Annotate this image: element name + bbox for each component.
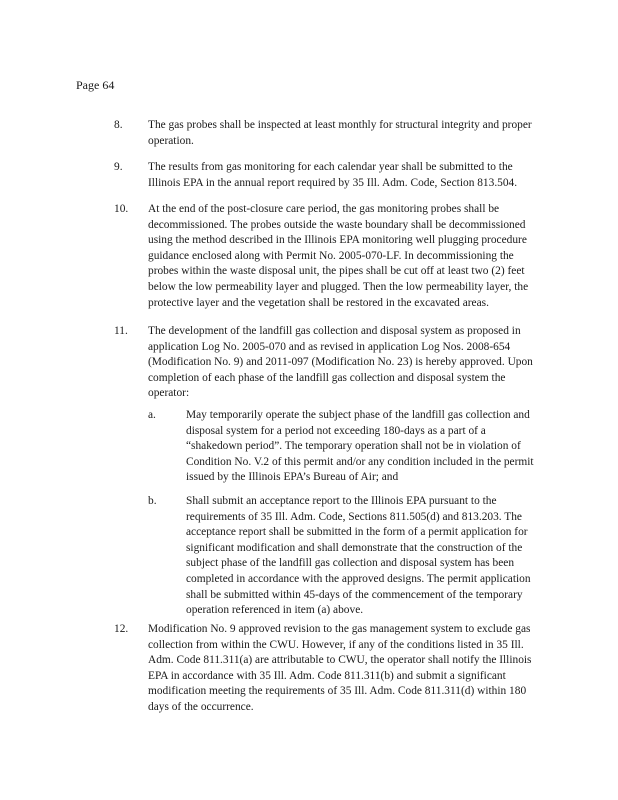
subcondition-text: Shall submit an acceptance report to the Illinois EPA pursuant to the requirements of 35 Ill. Adm. Code, Sections 811.505(d) and 813.203. The acceptance report shall be submitted in the form of a permit application for significant modification and shall demonstrate that the construction of the subject phase of the landfill gas collection and disposal system has been completed in accordance with the approved designs. The permit application shall be submitted within 45-days of the commencement of the temporary operation referenced in item (a) above. <box>186 495 531 617</box>
subcondition-letter: b. <box>148 495 157 507</box>
condition-text: The development of the landfill gas collection and disposal system as proposed in application Log No. 2005-070 and as revised in application Log Nos. 2008-654 (Modification No. 9) and 2011-097 (Modification No. 23) is hereby approved. Upon completion of each phase of the landfill gas collection and disposal system the operator: <box>148 325 533 400</box>
condition-number: 8. <box>114 119 123 131</box>
subcondition-text: May temporarily operate the subject phase of the landfill gas collection and disposal system for a period not exceeding 180-days as a part of a “shakedown period”. The temporary operation shall not be in violation of Condition No. V.2 of this permit and/or any condition included in the permit issued by the Illinois EPA’s Bureau of Air; and <box>186 409 534 484</box>
condition-number: 9. <box>114 161 123 173</box>
condition-text: The results from gas monitoring for each calendar year shall be submitted to the Illinois EPA in the annual report required by 35 Ill. Adm. Code, Section 813.504. <box>148 161 518 189</box>
condition-text: At the end of the post-closure care period, the gas monitoring probes shall be decommissioned. The probes outside the waste boundary shall be decommissioned using the method described in the Illinois EPA monitoring well plugging procedure guidance enclosed along with Permit No. 2005-070-LF. In decommissioning the probes within the waste disposal unit, the pipes shall be cut off at least two (2) feet below the low permeability layer and plugged. Then the low permeability layer, the protective layer and the vegetation shall be restored in the excavated areas. <box>148 203 529 309</box>
condition-number: 12. <box>114 623 129 635</box>
condition-text: The gas probes shall be inspected at least monthly for structural integrity and proper operation. <box>148 119 532 147</box>
subcondition-letter: a. <box>148 409 156 421</box>
condition-number: 11. <box>114 325 128 337</box>
page-number-header: Page 64 <box>76 78 115 92</box>
condition-text: Modification No. 9 approved revision to the gas management system to exclude gas collection from within the CWU. However, if any of the conditions listed in 35 Ill. Adm. Code 811.311(a) are attributable to CWU, the operator shall notify the Illinois EPA in accordance with 35 Ill. Adm. Code 811.311(b) and submit a significant modification meeting the requirements of 35 Ill. Adm. Code 811.311(d) within 180 days of the occurrence. <box>148 623 532 713</box>
condition-number: 10. <box>114 203 129 215</box>
